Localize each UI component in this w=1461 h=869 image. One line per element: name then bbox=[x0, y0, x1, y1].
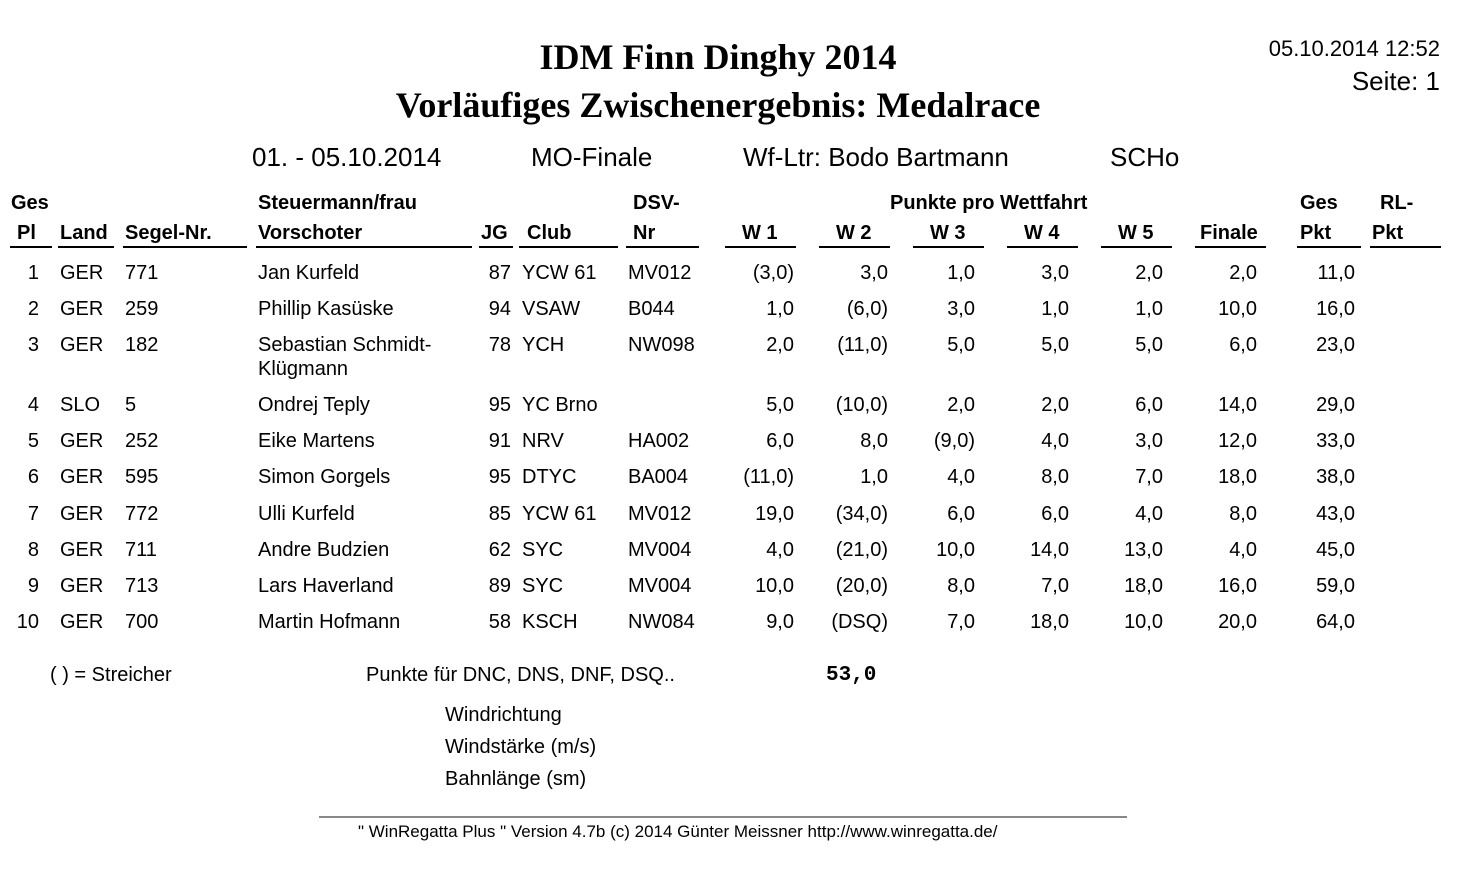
cell-pl: 3 bbox=[27, 334, 39, 356]
cell-name: Andre Budzien bbox=[258, 539, 390, 561]
cell-w5: 7,0 bbox=[1135, 466, 1163, 488]
cell-club: DTYC bbox=[522, 466, 577, 488]
cell-name-continued: Klügmann bbox=[258, 358, 349, 380]
cell-w3: 7,0 bbox=[947, 611, 975, 633]
cell-w5: 5,0 bbox=[1135, 334, 1163, 356]
cell-w2: (DSQ) bbox=[831, 611, 888, 633]
cell-w5: 18,0 bbox=[1124, 575, 1163, 597]
cell-club: YCH bbox=[522, 334, 565, 356]
col-steuer-top: Steuermann/frau bbox=[258, 192, 417, 214]
col-steuer: Vorschoter bbox=[258, 222, 363, 244]
header-rule bbox=[1297, 246, 1361, 248]
dnc-label: Punkte für DNC, DNS, DNF, DSQ.. bbox=[366, 664, 675, 686]
cell-ges: 45,0 bbox=[1316, 539, 1355, 561]
col-w2: W 2 bbox=[836, 222, 872, 244]
software-credit: " WinRegatta Plus " Version 4.7b (c) 2014 Günter Meissner http://www.winregatta.de/ bbox=[358, 822, 998, 841]
cell-w1: 6,0 bbox=[766, 430, 794, 452]
cell-w2: (34,0) bbox=[835, 503, 888, 525]
cell-club: VSAW bbox=[522, 298, 581, 320]
page-title: IDM Finn Dinghy 2014 bbox=[539, 37, 897, 77]
col-dsv-top: DSV- bbox=[633, 192, 680, 214]
print-datetime: 05.10.2014 12:52 bbox=[1268, 36, 1440, 61]
col-club: Club bbox=[527, 222, 572, 244]
cell-w1: 5,0 bbox=[766, 394, 794, 416]
cell-jg: 85 bbox=[488, 503, 511, 525]
cell-w1: 19,0 bbox=[755, 503, 794, 525]
cell-club: YCW 61 bbox=[522, 262, 597, 284]
cell-segel: 700 bbox=[125, 611, 159, 633]
header-rule bbox=[819, 246, 890, 248]
cell-w1: 10,0 bbox=[755, 575, 794, 597]
cell-w5: 13,0 bbox=[1124, 539, 1163, 561]
cell-w2: (6,0) bbox=[846, 298, 888, 320]
cell-w3: 5,0 bbox=[947, 334, 975, 356]
cell-pl: 7 bbox=[27, 503, 39, 525]
cell-w2: (21,0) bbox=[835, 539, 888, 561]
dnc-value: 53,0 bbox=[826, 664, 877, 687]
cell-segel: 595 bbox=[125, 466, 159, 488]
cell-name: Eike Martens bbox=[258, 430, 375, 452]
col-ges-pkt-top: Ges bbox=[1300, 192, 1338, 214]
cell-w2: 3,0 bbox=[860, 262, 888, 284]
cell-name: Phillip Kasüske bbox=[258, 298, 394, 320]
cell-w3: 10,0 bbox=[936, 539, 975, 561]
cell-finale: 12,0 bbox=[1218, 430, 1257, 452]
cell-dsv: MV004 bbox=[628, 575, 692, 597]
cell-w3: 2,0 bbox=[947, 394, 975, 416]
cell-dsv: MV012 bbox=[628, 503, 692, 525]
cell-name: Sebastian Schmidt- bbox=[258, 334, 432, 356]
cell-name: Ulli Kurfeld bbox=[258, 503, 355, 525]
cell-segel: 713 bbox=[125, 575, 159, 597]
cell-dsv: NW084 bbox=[628, 611, 695, 633]
header-rule bbox=[1195, 246, 1266, 248]
cell-dsv: BA004 bbox=[628, 466, 689, 488]
header-rule bbox=[256, 246, 472, 248]
header-rule bbox=[1370, 246, 1441, 248]
cell-ges: 43,0 bbox=[1316, 503, 1355, 525]
cell-name: Lars Haverland bbox=[258, 575, 394, 597]
cell-finale: 14,0 bbox=[1218, 394, 1257, 416]
header-rule bbox=[58, 246, 114, 248]
col-ges-pl-top: Ges bbox=[11, 192, 49, 214]
cell-ges: 23,0 bbox=[1316, 334, 1355, 356]
col-w4: W 4 bbox=[1024, 222, 1060, 244]
cell-club: YCW 61 bbox=[522, 503, 597, 525]
cell-ges: 64,0 bbox=[1316, 611, 1355, 633]
cell-w2: (10,0) bbox=[835, 394, 888, 416]
race-officer: Wf-Ltr: Bodo Bartmann bbox=[743, 142, 1009, 172]
cell-w4: 14,0 bbox=[1030, 539, 1069, 561]
cell-dsv: B044 bbox=[628, 298, 675, 320]
cell-club: KSCH bbox=[522, 611, 578, 633]
cell-dsv: HA002 bbox=[628, 430, 690, 452]
col-jg: JG bbox=[481, 222, 508, 244]
cell-land: GER bbox=[60, 466, 104, 488]
cell-name: Jan Kurfeld bbox=[258, 262, 360, 284]
cell-w4: 4,0 bbox=[1041, 430, 1069, 452]
cell-ges: 16,0 bbox=[1316, 298, 1355, 320]
footer-divider bbox=[319, 816, 1127, 818]
cell-pl: 8 bbox=[27, 539, 39, 561]
cell-w3: 4,0 bbox=[947, 466, 975, 488]
scorer-code: SCHo bbox=[1110, 142, 1180, 172]
cell-w5: 1,0 bbox=[1135, 298, 1163, 320]
cell-segel: 259 bbox=[125, 298, 159, 320]
col-rl: Pkt bbox=[1372, 222, 1404, 244]
event-class: MO-Finale bbox=[531, 142, 653, 172]
col-land: Land bbox=[60, 222, 108, 244]
cell-w3: 6,0 bbox=[947, 503, 975, 525]
col-punkte-group: Punkte pro Wettfahrt bbox=[890, 192, 1088, 214]
cell-w3: 8,0 bbox=[947, 575, 975, 597]
cell-w4: 8,0 bbox=[1041, 466, 1069, 488]
windrichtung-label: Windrichtung bbox=[445, 704, 562, 726]
cell-segel: 711 bbox=[125, 539, 157, 561]
cell-w1: (11,0) bbox=[743, 466, 794, 488]
cell-jg: 58 bbox=[488, 611, 511, 633]
cell-w3: 1,0 bbox=[947, 262, 975, 284]
cell-dsv: NW098 bbox=[628, 334, 695, 356]
cell-jg: 91 bbox=[488, 430, 511, 452]
cell-w1: 2,0 bbox=[766, 334, 794, 356]
header-rule bbox=[626, 246, 699, 248]
cell-w5: 6,0 bbox=[1135, 394, 1163, 416]
cell-pl: 6 bbox=[27, 466, 39, 488]
cell-w5: 2,0 bbox=[1135, 262, 1163, 284]
col-w5: W 5 bbox=[1118, 222, 1154, 244]
page-number: Seite: 1 bbox=[1351, 66, 1440, 96]
cell-w2: (20,0) bbox=[835, 575, 888, 597]
cell-jg: 87 bbox=[488, 262, 511, 284]
cell-finale: 18,0 bbox=[1218, 466, 1257, 488]
col-ges-pl: Pl bbox=[17, 222, 36, 244]
cell-jg: 95 bbox=[488, 466, 511, 488]
cell-w4: 6,0 bbox=[1041, 503, 1069, 525]
cell-jg: 89 bbox=[488, 575, 511, 597]
cell-name: Simon Gorgels bbox=[258, 466, 391, 488]
cell-segel: 5 bbox=[125, 394, 137, 416]
cell-w1: (3,0) bbox=[752, 262, 794, 284]
cell-land: GER bbox=[60, 611, 104, 633]
cell-w2: 1,0 bbox=[860, 466, 888, 488]
cell-club: NRV bbox=[522, 430, 564, 452]
cell-land: GER bbox=[60, 503, 104, 525]
cell-w5: 3,0 bbox=[1135, 430, 1163, 452]
cell-finale: 4,0 bbox=[1229, 539, 1257, 561]
header-rule bbox=[1101, 246, 1172, 248]
header-rule bbox=[123, 246, 247, 248]
cell-land: GER bbox=[60, 262, 104, 284]
bahnlaenge-label: Bahnlänge (sm) bbox=[445, 768, 587, 790]
cell-pl: 9 bbox=[27, 575, 39, 597]
cell-ges: 33,0 bbox=[1316, 430, 1355, 452]
header-rule bbox=[519, 246, 618, 248]
cell-ges: 38,0 bbox=[1316, 466, 1355, 488]
cell-land: GER bbox=[60, 334, 104, 356]
col-finale: Finale bbox=[1200, 222, 1258, 244]
col-w1: W 1 bbox=[742, 222, 778, 244]
header-rule bbox=[1007, 246, 1078, 248]
cell-w1: 4,0 bbox=[766, 539, 794, 561]
cell-dsv: MV004 bbox=[628, 539, 692, 561]
cell-finale: 16,0 bbox=[1218, 575, 1257, 597]
cell-jg: 94 bbox=[488, 298, 511, 320]
cell-ges: 59,0 bbox=[1316, 575, 1355, 597]
cell-ges: 29,0 bbox=[1316, 394, 1355, 416]
cell-finale: 6,0 bbox=[1229, 334, 1257, 356]
cell-pl: 5 bbox=[27, 430, 39, 452]
cell-w4: 7,0 bbox=[1041, 575, 1069, 597]
cell-w2: (11,0) bbox=[837, 334, 888, 356]
cell-w4: 5,0 bbox=[1041, 334, 1069, 356]
cell-club: SYC bbox=[522, 539, 564, 561]
cell-name: Martin Hofmann bbox=[258, 611, 401, 633]
cell-finale: 2,0 bbox=[1229, 262, 1257, 284]
cell-segel: 252 bbox=[125, 430, 159, 452]
windstaerke-label: Windstärke (m/s) bbox=[445, 736, 597, 758]
cell-jg: 78 bbox=[488, 334, 511, 356]
cell-name: Ondrej Teply bbox=[258, 394, 370, 416]
cell-w1: 1,0 bbox=[766, 298, 794, 320]
cell-land: SLO bbox=[60, 394, 101, 416]
cell-w5: 4,0 bbox=[1135, 503, 1163, 525]
cell-pl: 1 bbox=[27, 262, 39, 284]
header-rule bbox=[10, 246, 52, 248]
cell-finale: 20,0 bbox=[1218, 611, 1257, 633]
cell-pl: 2 bbox=[27, 298, 39, 320]
cell-segel: 771 bbox=[125, 262, 159, 284]
cell-finale: 8,0 bbox=[1229, 503, 1257, 525]
streicher-note: ( ) = Streicher bbox=[50, 664, 172, 686]
cell-jg: 95 bbox=[488, 394, 511, 416]
event-dates: 01. - 05.10.2014 bbox=[252, 142, 442, 172]
cell-w4: 1,0 bbox=[1041, 298, 1069, 320]
header-rule bbox=[913, 246, 984, 248]
cell-w1: 9,0 bbox=[766, 611, 794, 633]
cell-ges: 11,0 bbox=[1317, 262, 1355, 284]
col-ges-pkt: Pkt bbox=[1300, 222, 1332, 244]
cell-w4: 3,0 bbox=[1041, 262, 1069, 284]
header-rule bbox=[479, 246, 513, 248]
cell-jg: 62 bbox=[488, 539, 511, 561]
cell-finale: 10,0 bbox=[1218, 298, 1257, 320]
cell-land: GER bbox=[60, 575, 104, 597]
cell-club: SYC bbox=[522, 575, 564, 597]
col-w3: W 3 bbox=[930, 222, 966, 244]
col-dsv: Nr bbox=[633, 222, 656, 244]
col-rl-top: RL- bbox=[1380, 192, 1414, 214]
cell-pl: 10 bbox=[16, 611, 39, 633]
cell-segel: 772 bbox=[125, 503, 159, 525]
col-segel: Segel-Nr. bbox=[125, 222, 212, 244]
page-subtitle: Vorläufiges Zwischenergebnis: Medalrace bbox=[395, 85, 1041, 125]
cell-w4: 2,0 bbox=[1041, 394, 1069, 416]
cell-land: GER bbox=[60, 430, 104, 452]
cell-w3: 3,0 bbox=[947, 298, 975, 320]
header-rule bbox=[725, 246, 796, 248]
cell-segel: 182 bbox=[125, 334, 159, 356]
cell-w2: 8,0 bbox=[860, 430, 888, 452]
cell-club: YC Brno bbox=[522, 394, 598, 416]
cell-land: GER bbox=[60, 539, 104, 561]
cell-dsv: MV012 bbox=[628, 262, 692, 284]
cell-land: GER bbox=[60, 298, 104, 320]
cell-w3: (9,0) bbox=[933, 430, 975, 452]
cell-pl: 4 bbox=[27, 394, 39, 416]
cell-w5: 10,0 bbox=[1124, 611, 1163, 633]
cell-w4: 18,0 bbox=[1030, 611, 1069, 633]
